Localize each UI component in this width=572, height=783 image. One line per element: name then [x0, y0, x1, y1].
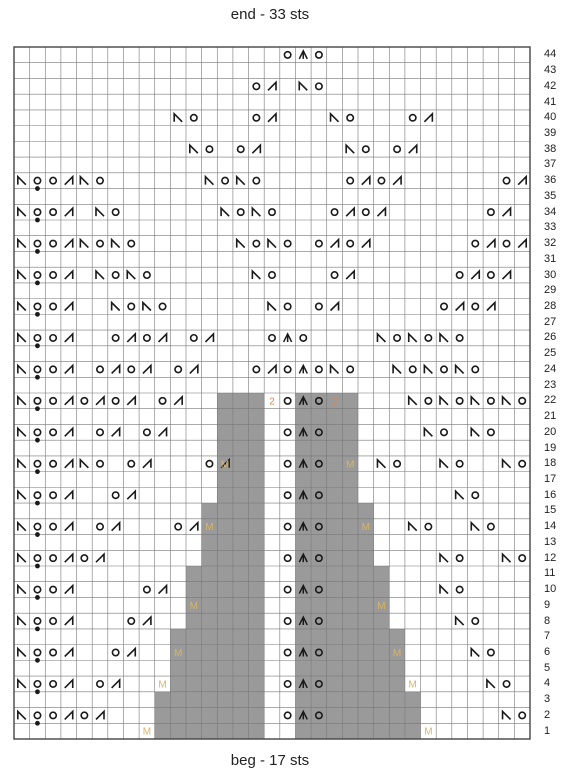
row-number: 19 — [544, 441, 557, 454]
shaded-cell-right — [358, 566, 374, 582]
row-number: 40 — [544, 111, 557, 124]
make-stitch-symbol: M — [408, 679, 417, 691]
row-number: 33 — [544, 221, 557, 234]
shaded-cell-left — [202, 645, 218, 661]
shaded-cell-left — [217, 409, 233, 425]
shaded-cell-right — [342, 597, 358, 613]
shaded-cell-left — [170, 629, 186, 645]
repeat-marker-dot — [35, 343, 40, 348]
shaded-cell-right — [374, 566, 390, 582]
shaded-cell-left — [217, 503, 233, 519]
shaded-cell — [233, 566, 249, 582]
row-number: 7 — [544, 630, 551, 643]
shaded-cell — [311, 660, 327, 676]
shaded-cell — [249, 503, 265, 519]
shaded-cell-right — [342, 440, 358, 456]
shaded-cell-right — [342, 566, 358, 582]
shaded-cell-right — [358, 582, 374, 598]
shaded-cell-right — [374, 660, 390, 676]
chart-top-caption: end - 33 sts — [230, 6, 310, 23]
shaded-cell — [249, 409, 265, 425]
row-number: 20 — [544, 425, 557, 438]
shaded-cell-left — [202, 692, 218, 708]
shaded-cell-left — [170, 692, 186, 708]
shaded-cell — [233, 597, 249, 613]
shaded-cell — [233, 645, 249, 661]
shaded-cell — [249, 629, 265, 645]
row-number: 36 — [544, 174, 557, 187]
shaded-cell — [249, 550, 265, 566]
repeat-marker-dot — [35, 564, 40, 569]
shaded-cell-right — [327, 660, 343, 676]
shaded-cell-right — [327, 535, 343, 551]
make-stitch-symbol: M — [158, 679, 167, 691]
shaded-cell-right — [358, 503, 374, 519]
shaded-cell-right — [342, 708, 358, 724]
shaded-cell — [249, 472, 265, 488]
shaded-cell-left — [186, 566, 202, 582]
shaded-cell — [295, 503, 311, 519]
repeat-marker-dot — [35, 281, 40, 286]
shaded-cell — [249, 676, 265, 692]
repeat-marker-dot — [35, 532, 40, 537]
shaded-cell — [311, 723, 327, 739]
shaded-cell-left — [217, 393, 233, 409]
row-number: 3 — [544, 693, 551, 706]
count-2-symbol: 2 — [331, 396, 338, 408]
row-number: 31 — [544, 252, 557, 265]
make-stitch-symbol: M — [392, 648, 402, 659]
row-number: 13 — [544, 535, 557, 548]
shaded-cell-right — [389, 723, 405, 739]
repeat-marker-dot — [35, 186, 40, 191]
shaded-cell-right — [327, 597, 343, 613]
shaded-cell-left — [202, 676, 218, 692]
shaded-cell — [311, 472, 327, 488]
shaded-cell — [249, 535, 265, 551]
shaded-cell-left — [217, 424, 233, 440]
shaded-cell-right — [327, 487, 343, 503]
shaded-cell — [233, 409, 249, 425]
row-number: 37 — [544, 158, 557, 171]
shaded-cell-left — [186, 629, 202, 645]
shaded-cell-right — [327, 676, 343, 692]
shaded-cell — [311, 487, 327, 503]
shaded-cell-right — [405, 692, 421, 708]
shaded-cell — [233, 440, 249, 456]
shaded-cell-right — [342, 472, 358, 488]
shaded-cell-right — [342, 723, 358, 739]
shaded-cell-right — [327, 456, 343, 472]
row-number: 25 — [544, 347, 557, 360]
shaded-cell-right — [342, 424, 358, 440]
shaded-cell-right — [342, 629, 358, 645]
shaded-cell — [295, 566, 311, 582]
shaded-cell — [249, 440, 265, 456]
shaded-cell — [311, 535, 327, 551]
shaded-cell-right — [374, 723, 390, 739]
shaded-cell-right — [358, 629, 374, 645]
shaded-cell — [249, 424, 265, 440]
chart-bottom-caption: beg - 17 sts — [230, 752, 310, 769]
shaded-cell-left — [217, 550, 233, 566]
shaded-cell — [295, 535, 311, 551]
repeat-marker-dot — [35, 218, 40, 223]
shaded-cell — [295, 597, 311, 613]
shaded-cell-right — [327, 613, 343, 629]
repeat-marker-dot — [35, 595, 40, 600]
shaded-cell-right — [374, 676, 390, 692]
row-number: 5 — [544, 661, 551, 674]
shaded-cell — [311, 409, 327, 425]
shaded-cell — [311, 440, 327, 456]
repeat-marker-dot — [35, 406, 40, 411]
row-number: 28 — [544, 300, 557, 312]
row-number: 6 — [544, 646, 551, 658]
shaded-cell-right — [358, 676, 374, 692]
count-2-symbol: 2 — [269, 396, 275, 408]
row-number: 42 — [544, 79, 557, 92]
shaded-cell-right — [342, 503, 358, 519]
shaded-cell — [249, 456, 265, 472]
row-number-column — [540, 0, 572, 783]
shaded-cell-right — [374, 645, 390, 661]
row-number: 43 — [544, 64, 557, 77]
shaded-cell-right — [327, 629, 343, 645]
shaded-cell-left — [217, 472, 233, 488]
row-number: 1 — [544, 724, 551, 737]
shaded-cell-right — [327, 692, 343, 708]
shaded-cell — [311, 582, 327, 598]
shaded-cell-right — [405, 708, 421, 724]
repeat-marker-dot — [35, 438, 40, 443]
row-number: 15 — [544, 504, 557, 517]
shaded-cell-right — [389, 708, 405, 724]
shaded-cell-right — [358, 645, 374, 661]
shaded-cell-right — [374, 613, 390, 629]
shaded-cell-left — [186, 692, 202, 708]
shaded-cell-left — [217, 519, 233, 535]
shaded-cell — [233, 550, 249, 566]
row-number: 11 — [544, 567, 556, 580]
shaded-cell-left — [217, 613, 233, 629]
shaded-cell-left — [202, 629, 218, 645]
shaded-cell-left — [217, 629, 233, 645]
row-number: 18 — [544, 457, 557, 470]
repeat-marker-dot — [35, 312, 40, 317]
shaded-cell-right — [358, 660, 374, 676]
row-number: 24 — [544, 362, 557, 375]
shaded-cell — [311, 629, 327, 645]
shaded-cell-left — [186, 660, 202, 676]
shaded-cell-right — [327, 582, 343, 598]
shaded-cell — [311, 613, 327, 629]
shaded-cell-left — [217, 723, 233, 739]
shaded-cell-left — [217, 597, 233, 613]
shaded-cell — [233, 613, 249, 629]
shaded-cell-left — [186, 708, 202, 724]
shaded-cell-right — [327, 723, 343, 739]
shaded-cell-left — [217, 535, 233, 551]
shaded-cell-right — [358, 597, 374, 613]
shaded-cell — [311, 550, 327, 566]
shaded-cell — [233, 692, 249, 708]
shaded-cell — [249, 692, 265, 708]
shaded-cell — [311, 645, 327, 661]
row-number: 17 — [544, 473, 557, 485]
shaded-cell — [233, 723, 249, 739]
shaded-cell-left — [170, 660, 186, 676]
repeat-marker-dot — [35, 627, 40, 632]
shaded-cell-right — [358, 692, 374, 708]
row-number: 10 — [544, 583, 557, 596]
make-stitch-symbol: M — [377, 600, 386, 612]
shaded-cell-right — [342, 582, 358, 598]
shaded-cell-left — [170, 723, 186, 739]
row-number: 21 — [544, 410, 557, 423]
row-number: 26 — [544, 331, 557, 344]
shaded-cell — [249, 519, 265, 535]
repeat-marker-dot — [35, 375, 40, 380]
shaded-cell-right — [342, 550, 358, 566]
shaded-cell-right — [327, 472, 343, 488]
shaded-cell-left — [202, 613, 218, 629]
shaded-cell — [311, 519, 327, 535]
row-number: 4 — [544, 677, 551, 690]
shaded-cell-right — [342, 535, 358, 551]
row-number: 8 — [544, 614, 551, 627]
repeat-marker-dot — [35, 249, 40, 254]
make-stitch-symbol: M — [189, 600, 198, 612]
make-stitch-symbol: M — [174, 648, 183, 659]
shaded-cell-right — [327, 550, 343, 566]
make-stitch-symbol: M — [346, 459, 355, 471]
row-number: 12 — [544, 551, 557, 564]
shaded-cell — [311, 456, 327, 472]
shaded-cell — [233, 393, 249, 409]
shaded-cell-right — [342, 660, 358, 676]
shaded-cell-left — [202, 503, 218, 519]
shaded-cell-right — [342, 645, 358, 661]
shaded-cell-left — [202, 708, 218, 724]
shaded-cell-right — [389, 629, 405, 645]
shaded-cell-right — [358, 550, 374, 566]
row-number: 16 — [544, 488, 557, 501]
shaded-cell-left — [217, 645, 233, 661]
row-number: 29 — [544, 284, 557, 297]
shaded-cell-left — [217, 660, 233, 676]
repeat-marker-dot — [35, 658, 40, 663]
row-number: 39 — [544, 127, 557, 139]
shaded-cell-right — [358, 723, 374, 739]
shaded-cell-left — [155, 708, 171, 724]
shaded-cell-right — [342, 692, 358, 708]
shaded-cell-left — [217, 440, 233, 456]
make-stitch-symbol: M — [361, 522, 370, 534]
row-number: 9 — [544, 598, 551, 611]
shaded-cell-right — [358, 613, 374, 629]
row-number: 41 — [544, 95, 557, 108]
shaded-cell-right — [342, 676, 358, 692]
shaded-cell — [249, 723, 265, 739]
row-number: 23 — [544, 378, 557, 391]
shaded-cell — [249, 582, 265, 598]
shaded-cell-left — [202, 723, 218, 739]
shaded-cell-left — [155, 692, 171, 708]
shaded-cell-right — [342, 393, 358, 409]
shaded-cell-right — [327, 566, 343, 582]
shaded-cell — [233, 676, 249, 692]
shaded-cell-right — [374, 692, 390, 708]
shaded-cell — [233, 424, 249, 440]
shaded-cell-left — [186, 613, 202, 629]
shaded-cell-left — [186, 676, 202, 692]
row-number: 27 — [544, 315, 557, 328]
shaded-cell-left — [202, 550, 218, 566]
shaded-cell-left — [186, 723, 202, 739]
shaded-cell-right — [389, 660, 405, 676]
shaded-cell-left — [170, 676, 186, 692]
shaded-cell-left — [186, 582, 202, 598]
shaded-cell — [249, 645, 265, 661]
shaded-cell — [249, 613, 265, 629]
shaded-cell — [311, 393, 327, 409]
make-stitch-symbol: M — [220, 459, 230, 471]
shaded-cell — [249, 597, 265, 613]
shaded-cell — [233, 456, 249, 472]
shaded-cell-right — [358, 535, 374, 551]
shaded-cell-left — [217, 487, 233, 503]
shaded-cell — [311, 424, 327, 440]
shaded-cell-left — [217, 692, 233, 708]
shaded-cell — [311, 692, 327, 708]
shaded-cell — [311, 676, 327, 692]
shaded-cell-right — [327, 708, 343, 724]
shaded-cell — [233, 582, 249, 598]
shaded-cell — [295, 409, 311, 425]
shaded-cell — [233, 503, 249, 519]
shaded-cell-left — [202, 582, 218, 598]
shaded-cell — [233, 519, 249, 535]
shaded-cell-left — [155, 723, 171, 739]
shaded-cell-left — [217, 676, 233, 692]
row-number: 14 — [544, 520, 557, 533]
shaded-cell-left — [202, 535, 218, 551]
shaded-cell-right — [405, 723, 421, 739]
row-number: 35 — [544, 189, 557, 202]
row-number: 30 — [544, 268, 557, 281]
shaded-cell-right — [389, 692, 405, 708]
shaded-cell-left — [217, 582, 233, 598]
shaded-cell-left — [202, 597, 218, 613]
shaded-cell — [233, 660, 249, 676]
shaded-cell-right — [358, 708, 374, 724]
shaded-cell-right — [342, 487, 358, 503]
shaded-cell — [249, 487, 265, 503]
shaded-cell — [295, 472, 311, 488]
shaded-cell — [311, 708, 327, 724]
row-number: 38 — [544, 142, 557, 155]
repeat-marker-dot — [35, 689, 40, 694]
shaded-cell — [233, 535, 249, 551]
shaded-cell-right — [389, 676, 405, 692]
repeat-marker-dot — [35, 469, 40, 474]
row-number: 34 — [544, 205, 557, 218]
shaded-cell — [249, 660, 265, 676]
row-number: 22 — [544, 394, 557, 407]
make-stitch-symbol: M — [205, 522, 214, 534]
shaded-cell — [249, 393, 265, 409]
shaded-cell — [295, 629, 311, 645]
make-stitch-symbol: M — [424, 726, 433, 738]
shaded-cell-right — [342, 613, 358, 629]
shaded-cell — [295, 723, 311, 739]
shaded-cell-right — [327, 440, 343, 456]
shaded-cell-right — [374, 629, 390, 645]
shaded-cell-left — [217, 708, 233, 724]
row-number: 2 — [544, 708, 551, 721]
shaded-cell — [311, 597, 327, 613]
shaded-cell-right — [374, 582, 390, 598]
shaded-cell — [295, 692, 311, 708]
repeat-marker-dot — [35, 501, 40, 506]
shaded-cell-right — [327, 503, 343, 519]
shaded-cell-right — [342, 519, 358, 535]
make-stitch-symbol: M — [142, 726, 152, 738]
shaded-cell-right — [374, 708, 390, 724]
shaded-cell-left — [217, 566, 233, 582]
shaded-cell-right — [327, 519, 343, 535]
shaded-cell — [311, 566, 327, 582]
shaded-cell — [249, 708, 265, 724]
row-number: 44 — [544, 48, 557, 61]
shaded-cell — [295, 660, 311, 676]
shaded-cell-left — [186, 645, 202, 661]
shaded-cell — [249, 566, 265, 582]
shaded-cell — [233, 629, 249, 645]
shaded-cell-left — [170, 708, 186, 724]
shaded-cell-right — [342, 409, 358, 425]
shaded-cell — [233, 487, 249, 503]
shaded-cell-right — [327, 645, 343, 661]
row-number: 32 — [544, 237, 557, 250]
shaded-cell — [233, 708, 249, 724]
shaded-cell — [233, 472, 249, 488]
shaded-cell-left — [202, 660, 218, 676]
shaded-cell-right — [327, 409, 343, 425]
shaded-cell — [311, 503, 327, 519]
shaded-cell — [295, 440, 311, 456]
shaded-cell-right — [327, 424, 343, 440]
repeat-marker-dot — [35, 721, 40, 726]
shaded-cell-left — [202, 566, 218, 582]
